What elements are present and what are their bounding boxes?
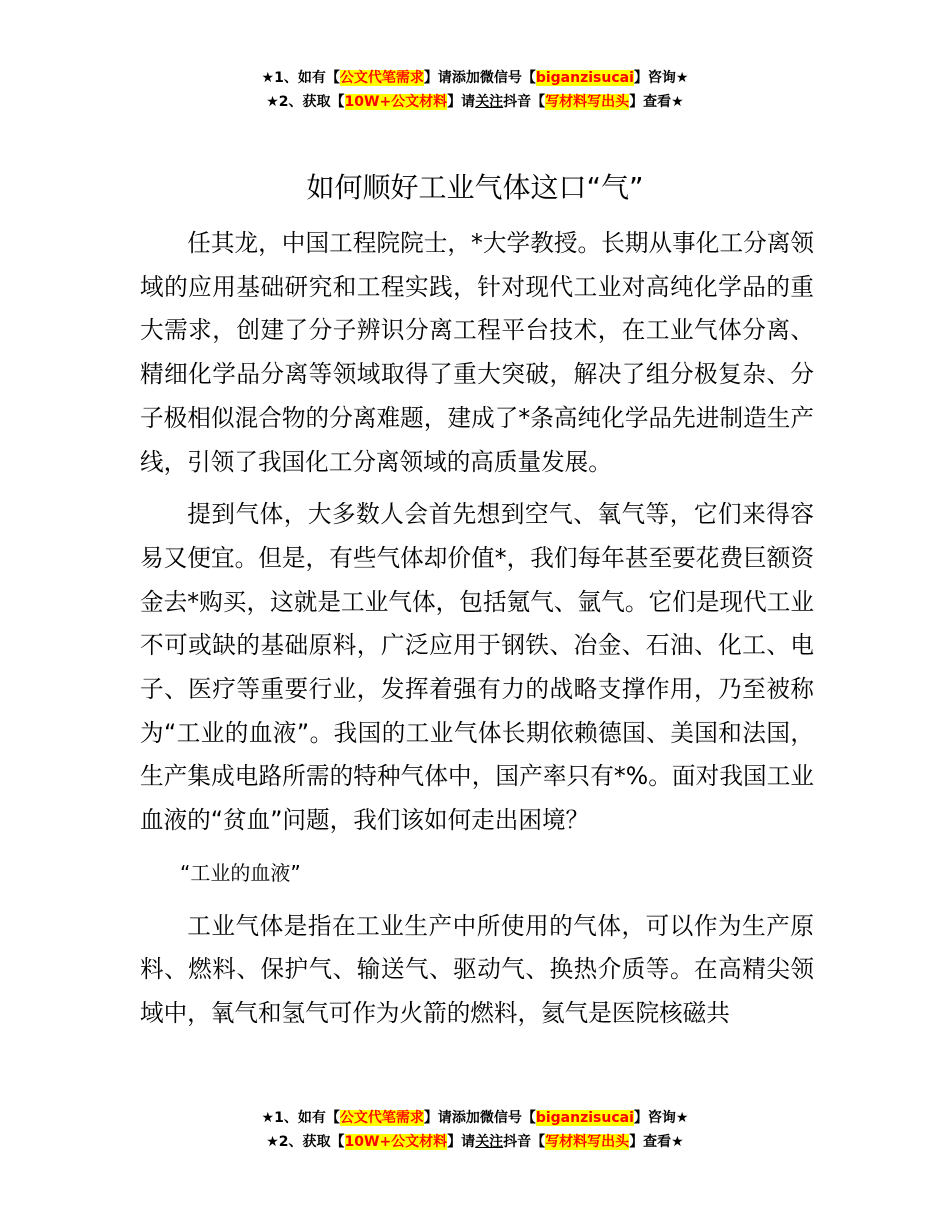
banner-line-1: ★1、如有【公文代笔需求】请添加微信号【biganzisucai】咨询★: [261, 70, 689, 86]
article-body: [140, 222, 814, 1045]
banner-line-2: ★2、获取【10W+公文材料】请关注抖音【写材料写出头】查看★: [266, 94, 684, 110]
banner-line-2: ★2、获取【10W+公文材料】请关注抖音【写材料写出头】查看★: [266, 1134, 684, 1150]
paragraph-industrial-gas-intro: 提到气体，大多数人会首先想到空气、氧气等，它们来得容易又便宜。但是，有些气体却价值*，我们每年甚至要花费巨额资金去*购买，这就是工业气体，包括氪气、氩气。它们是现代工业不可或缺的基础原料，广泛应用于钢铁、冶金、石油、化工、电子、医疗等重要行业，发挥着强有力的战略支撑作用，乃至被称为“工业的血液”。我国的工业气体长期依赖德国、美国和法国，生产集成电路所需的特种气体中，国产率只有*%。面对我国工业血液的“贫血”问题，我们该如何走出困境？: [140, 500, 814, 835]
paragraph-definition: 工业气体是指在工业生产中所使用的气体，可以作为生产原料、燃料、保护气、输送气、驱动气、换热介质等。在高精尖领域中，氧气和氢气可作为火箭的燃料，氦气是医院核磁共: [140, 911, 814, 1027]
banner-underlined-follow: 关注: [475, 94, 504, 110]
banner-highlight-service: 公文代笔需求: [339, 70, 424, 86]
banner-highlight-wechat: biganzisucai: [535, 1110, 634, 1126]
banner-highlight-service: 公文代笔需求: [339, 1110, 424, 1126]
footer-banner: [0, 1106, 950, 1154]
banner-highlight-douyin: 写材料写出头: [545, 94, 630, 110]
section-heading: “工业的血液”: [180, 860, 301, 885]
banner-underlined-follow: 关注: [475, 1134, 504, 1150]
banner-line-1: ★1、如有【公文代笔需求】请添加微信号【biganzisucai】咨询★: [261, 1110, 689, 1126]
article-title: 如何顺好工业气体这口“气”: [306, 171, 644, 204]
banner-highlight-materials: 10W+公文材料: [344, 1134, 448, 1150]
header-banner: [0, 66, 950, 114]
paragraph-author-intro: 任其龙，中国工程院院士，*大学教授。长期从事化工分离领域的应用基础研究和工程实践，针对现代工业对高纯化学品的重大需求，创建了分子辨识分离工程平台技术，在工业气体分离、精细化学品分离等领域取得了重大突破，解决了组分极复杂、分子极相似混合物的分离难题，建成了*条高纯化学品先进制造生产线，引领了我国化工分离领域的高质量发展。: [140, 229, 814, 476]
banner-highlight-douyin: 写材料写出头: [545, 1134, 630, 1150]
banner-highlight-wechat: biganzisucai: [535, 70, 634, 86]
banner-highlight-materials: 10W+公文材料: [344, 94, 448, 110]
